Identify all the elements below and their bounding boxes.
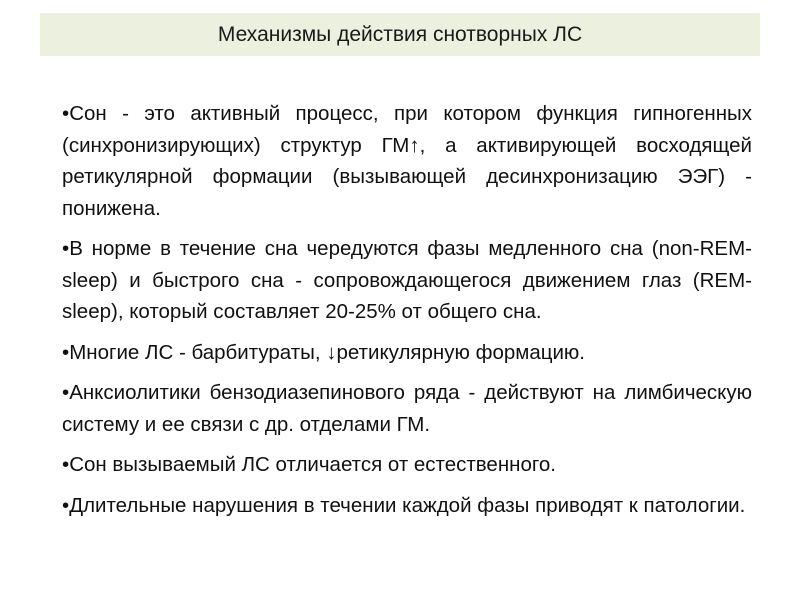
slide-content xyxy=(62,98,752,530)
bullet-item-3 xyxy=(62,337,752,369)
bullet-item-5 xyxy=(62,449,752,481)
bullet-marker: • xyxy=(62,453,70,476)
bullet-text: Длительные нарушения в течении каждой фазы приводят к патологии. xyxy=(69,493,746,517)
bullet-item-2 xyxy=(62,233,752,328)
bullet-text: Сон - это активный процесс, при котором функция гипногенных (синхронизирующих) структур ГМ↑, а активирующей восходящей ретикулярной формации (вызывающей десинхронизацию ЭЭГ) - понижена. xyxy=(62,102,752,220)
bullet-marker: • xyxy=(62,381,70,404)
bullet-item-6 xyxy=(62,490,752,522)
bullet-item-4 xyxy=(62,377,752,440)
bullet-text: Многие ЛС - барбитураты, ↓ретикулярную формацию. xyxy=(69,340,586,364)
bullet-item-1 xyxy=(62,98,752,224)
slide-title: Механизмы действия снотворных ЛС xyxy=(217,22,583,46)
bullet-marker: • xyxy=(62,237,70,260)
slide-title-bar xyxy=(40,13,760,56)
bullet-text: Сон вызываемый ЛС отличается от естественного. xyxy=(69,453,556,476)
bullet-marker: • xyxy=(62,102,70,125)
bullet-text: Анксиолитики бензодиазепинового ряда - действуют на лимбическую систему и ее связи с др. отделами ГМ. xyxy=(62,381,752,436)
bullet-text: В норме в течение сна чередуются фазы медленного сна (non-REM-sleep) и быстрого сна - сопровождающегося движением глаз (REM-sleep), который составляет 20-25% от общего сна. xyxy=(62,237,752,323)
bullet-marker: • xyxy=(62,493,70,517)
bullet-marker: • xyxy=(62,340,70,364)
